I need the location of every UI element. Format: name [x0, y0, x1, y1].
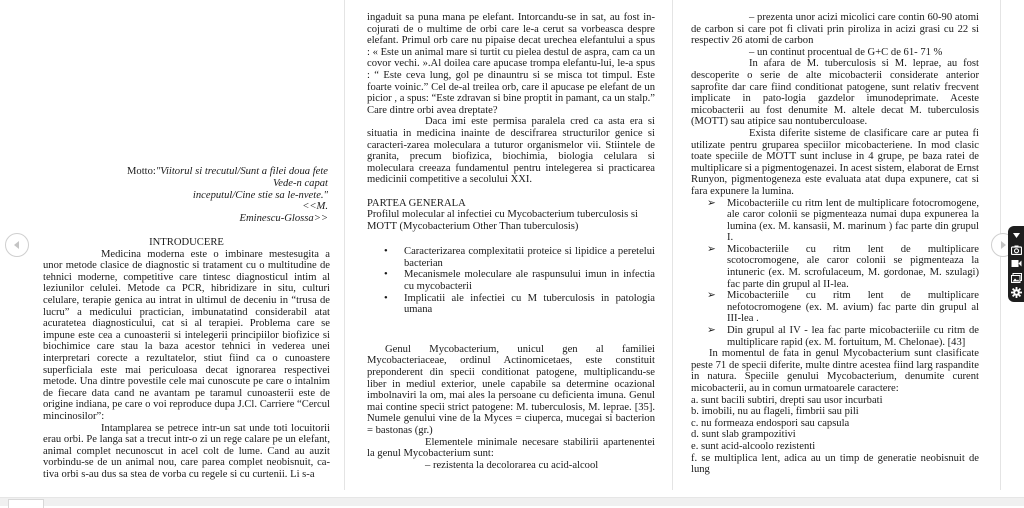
right-column: [691, 12, 979, 476]
settings-button[interactable]: [1010, 287, 1022, 299]
arrow-bullet-icon: ➢: [707, 243, 716, 255]
camera-icon: [1011, 245, 1022, 255]
topic-item: • Implicatii ale infectiei cu M tuberculosis in patologia umana: [384, 292, 655, 316]
motto-label: Motto:: [126, 166, 156, 177]
arrow-bullet-icon: ➢: [707, 290, 716, 302]
collapse-toolbar-button[interactable]: [1010, 229, 1022, 241]
arrow-bullet-icon: ➢: [707, 325, 716, 337]
chevron-right-icon: [998, 240, 1008, 250]
motto-line: Vede-n capat: [272, 177, 328, 189]
bullet-icon: •: [384, 292, 388, 304]
intro-paragraph: Medicina moderna este o imbinare mestesugita a unor metode clasice de diagnostic si tratament cu o multitudine de tehnici moderne, competitive care tintesc diagnosticul intim al leziunilor celulei. Metode ca PCR, hibridizare in situ, culturi celulare, terapie genica au intrat in ultimul de deceniu in “trusa de lucru” a medicului practician, imbunatatind considerabil atat acuratetea diagnosticului, cat si al terapiei. Problema care se impune este cea a cunoasterii si intelegerii principiilor biofizice si biochimice care stau la baza acestor tehnici in vederea unei interpretari corecte a rezultatelor, stiut fiind ca o cunoastere superficiala este mai periculoasa decat ignorarea respectivei metode. Una dintre povestile cele mai cunoscute pe care o intalnim de fiecare data cand ne avantam pe taramul cunoasterii este de origine indiana, pe care o voi reproduce dupa J.Cl. Carriere “Cercul mincinosilor”:: [43, 248, 330, 422]
collapse-icon: [1012, 232, 1021, 239]
runyon-groups-list: [707, 198, 979, 349]
motto-line: "Viitorul si trecutul/Sunt a filei doua fete: [155, 166, 328, 177]
criteria-item: – un continut procentual de G+C de 61- 71 %: [749, 46, 943, 58]
criteria-intro: Elementele minimale necesare stabilirii apartenentei la genul Mycobacterium sunt:: [367, 436, 655, 460]
species-paragraph: In momentul de fata in genul Mycobacterium sunt clasificate peste 71 de specii diferite, multe dintre acestea fiind larg raspandite in natura. Speciile genului Mycobacterium, denumite curent micobacterii, au in comun urmatoarele caractere:: [691, 348, 979, 394]
gear-icon: [1011, 287, 1022, 298]
group-item: ➢ Micobacteriile cu ritm lent de multiplicare nefotocromogene (ex. M. avium) fac parte din grupul al III-lea .: [707, 290, 979, 325]
parallel-paragraph: Daca imi este permisa paralela cred ca asta era si situatia in medicina inainte de descifrarea structurilor genice si caracteri-zarea moleculara a tuturor organismelor vii. Stiintele de granita, precum biofizica, biochimia, biologia celulara si moleculara creeaza fundamentul pentru intelegerea si practicarea medicinii competitive a secolului XXI.: [367, 116, 655, 186]
story-continuation: ingaduit sa puna mana pe elefant. Intorcandu-se in sat, au fost in-cojurati de o multime de orbi care le-a cerut sa vorbeasca despre elefant. Primul orb care nu pipaise decat urechea elefantului a spus : « Este un animal mare si turtit cu pielea destul de aspra, cam ca un covor vechi. ».Al doilea care apucase trompa elefantu-lui, le-a spus : “ Este ceva lung, gol pe dinauntru si se misca tot timpul. Este foarte voinic.” Cel de-al treilea orb, care il apucase pe elefant de un picior , a spus: “Este zdravan si bine proptit in pamant, ca un stalp.” Care dintre orbi avea dreptate?: [367, 12, 655, 116]
group-item: ➢ Micobacteriile cu ritm lent de multiplicare scotocromogene, ale caror colonii se pigmenteaza la intuneric (ex. M. scrofulaceum, M. gordonae, M. szulagi) fac parte din grupul al II-lea.: [707, 243, 979, 290]
side-toolbar: [1008, 226, 1024, 302]
motto-block: [110, 166, 328, 225]
trait-item: a. sunt bacili subtiri, drepti sau usor incurbati: [691, 394, 883, 406]
motto-attribution: Eminescu-Glossa>>: [239, 213, 328, 225]
gallery-button[interactable]: [1010, 272, 1022, 284]
gallery-icon: [1011, 273, 1022, 283]
section-heading: PARTEA GENERALA: [367, 197, 466, 209]
trait-item: c. nu formeaza endospori sau capsula: [691, 417, 850, 429]
bottom-tab[interactable]: [8, 499, 44, 508]
trait-item: f. se multiplica lent, adica au un timp de generatie neobisnuit de lung: [691, 452, 979, 476]
record-video-button[interactable]: [1010, 258, 1022, 270]
section-subtitle: Profilul molecular al infectiei cu Mycobacterium tuberculosis si MOTT (Mycobacterium Other Than tuberculosis): [367, 209, 638, 232]
page-divider: [672, 0, 673, 490]
previous-page-button[interactable]: [5, 233, 29, 257]
group-item: ➢ Micobacteriile cu ritm lent de multiplicare fotocromogene, ale caror colonii se pigmenteaza numai dupa expunerea la lumina (ex. M. kansasii, M. marinum ) fac parte din grupul I.: [707, 197, 979, 244]
bullet-icon: •: [384, 269, 388, 281]
bullet-icon: •: [384, 246, 388, 258]
classification-paragraph: Exista diferite sisteme de clasificare care ar putea fi utilizate pentru gruparea speciilor micobacteriene. In mod clasic toate speciile de MOTT sunt incluse in 4 grupe, pe baza ratei de multiplicare si a pigmentogenazei. In acest sistem, elaborat de Ernst Runyon, pigmentogeneza este evaluata atat dupa expunere, cat si fara expunere la lumina.: [691, 127, 979, 197]
chevron-left-icon: [12, 240, 22, 250]
trait-item: d. sunt slab grampozitivi: [691, 429, 796, 441]
topic-item: • Caracterizarea complexitatii proteice si lipidice a peretelui bacterian: [384, 246, 655, 269]
motto-line: <<M.: [302, 201, 328, 213]
intro-heading: INTRODUCERE: [149, 237, 224, 248]
topic-item: • Mecanismele moleculare ale raspunsului imun in infectia cu mycobacterii: [384, 269, 655, 293]
mott-paragraph: In afara de M. tuberculosis si M. leprae, au fost descoperite o serie de alte micobacterii considerate anterior saprofite dar care fiind conditionat patogene, sunt relativ frecvent implicate in pato-logia gazdelor imunodeprimate. Aceste micobacterii au fost denumite M. altele decat M. tuberculosis (MOTT) sau atipice sau nontuberculoase.: [691, 58, 979, 128]
story-paragraph: Intamplarea se petrece intr-un sat unde toti locuitorii erau orbi. Pe langa sat a trecut intr-o zi un rege calare pe un elefant, animal complet necunoscut in acel colt de lume. Cand au auzit vorbindu-se de un animal nou, care parea complet neobisnuit, ca-tiva orbi s-au dus sa stea de vorba cu regele si cu curtenii. Li s-a: [43, 422, 330, 480]
screenshot-button[interactable]: [1010, 244, 1022, 256]
left-column: [43, 237, 330, 480]
criteria-item: – prezenta unor acizi micolici care contin 60-90 atomi de carbon si care pot fi clivati prin piroliza in acizi grasi cu 22 si respectiv 26 atomi de carbon: [691, 12, 979, 47]
trait-item: e. sunt acid-alcoolo rezistenti: [691, 440, 816, 452]
genus-paragraph: Genul Mycobacterium, unicul gen al familiei Mycobacteriaceae, ordinul Actinomicetaes, este constituit preponderent din specii conditionat patogene, multiplicandu-se liber in mediul exterior, unele capabile sa determine ocazional imbolnaviri la om, mai ales la persoane cu deficienta imuna. Genul mai contine specii strict patogene: M. tuberculosis, M. leprae. [35]. Numele genului vine de la Myces = ciuperca, mucegai si bacterion = bastonas (gr.): [367, 343, 655, 436]
arrow-bullet-icon: ➢: [707, 197, 716, 209]
middle-column: [367, 12, 655, 471]
criteria-item: – rezistenta la decolorarea cu acid-alcool: [425, 459, 599, 471]
motto-line: inceputul/Cine stie sa le-nvete.": [192, 189, 328, 201]
group-item: ➢ Din grupul al IV - lea fac parte micobacteriile cu ritm de multiplicare rapid (ex. M. fortuitum, M. Chelonae). [43]: [707, 325, 979, 348]
topic-list: [384, 246, 655, 316]
trait-item: b. imobili, nu au flageli, fimbrii sau pili: [691, 406, 859, 418]
video-icon: [1011, 259, 1022, 268]
page-divider: [344, 0, 345, 490]
